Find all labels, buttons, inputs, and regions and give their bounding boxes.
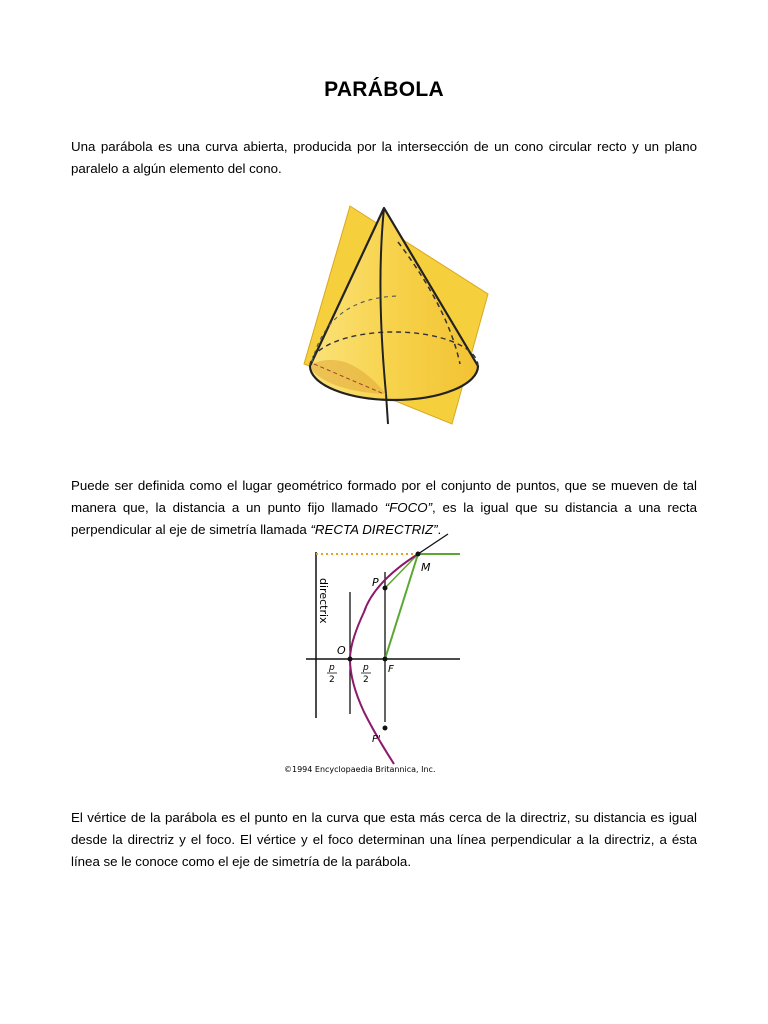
page-title: PARÁBOLA bbox=[324, 78, 444, 101]
definition-text-1: Puede ser definida como el lugar geométrico formado por el conjunto de puntos, que se mueven de tal manera que, la distancia a un punto fijo llamado bbox=[71, 478, 697, 516]
intro-paragraph: Una parábola es una curva abierta, producida por la intersección de un cono circular recto y un plano paralelo a algún elemento del cono. bbox=[71, 139, 697, 177]
point-f bbox=[383, 657, 388, 662]
point-p-prime bbox=[383, 726, 388, 731]
definition-text-3: . bbox=[437, 522, 442, 538]
frac-den-right: 2 bbox=[363, 675, 369, 685]
parabola-diagram bbox=[276, 532, 472, 782]
point-p bbox=[383, 586, 388, 591]
label-o: O bbox=[337, 644, 346, 657]
recta-directriz-term: “RECTA DIRECTRIZ” bbox=[310, 522, 438, 538]
tangent-extension bbox=[418, 534, 448, 554]
frac-den-left: 2 bbox=[329, 675, 335, 685]
copyright-text: ©1994 Encyclopaedia Britannica, Inc. bbox=[284, 765, 436, 774]
directrix-label: directrix bbox=[317, 578, 330, 624]
point-o bbox=[348, 657, 353, 662]
label-m: M bbox=[421, 561, 431, 574]
label-p-prime: P' bbox=[372, 734, 381, 745]
frac-num-right: p bbox=[363, 663, 369, 673]
label-f: F bbox=[388, 664, 394, 675]
label-p: P bbox=[372, 576, 379, 589]
focus-to-m-line bbox=[385, 554, 418, 659]
cone-plane-illustration bbox=[288, 198, 492, 430]
vertex-paragraph: El vértice de la parábola es el punto en la curva que esta más cerca de la directriz, su distancia es igual desde la directriz y el foco. El vértice y el foco determinan una línea perpendicular a la directriz, a ésta línea se le conoce como el eje de simetría de la parábola. bbox=[71, 810, 697, 870]
definition-text-2: , es la igual que su distancia a una recta perpendicular al eje de simetría llamada bbox=[71, 500, 697, 538]
point-m bbox=[416, 552, 421, 557]
foco-term: “FOCO” bbox=[384, 500, 433, 516]
frac-num-left: p bbox=[329, 663, 335, 673]
